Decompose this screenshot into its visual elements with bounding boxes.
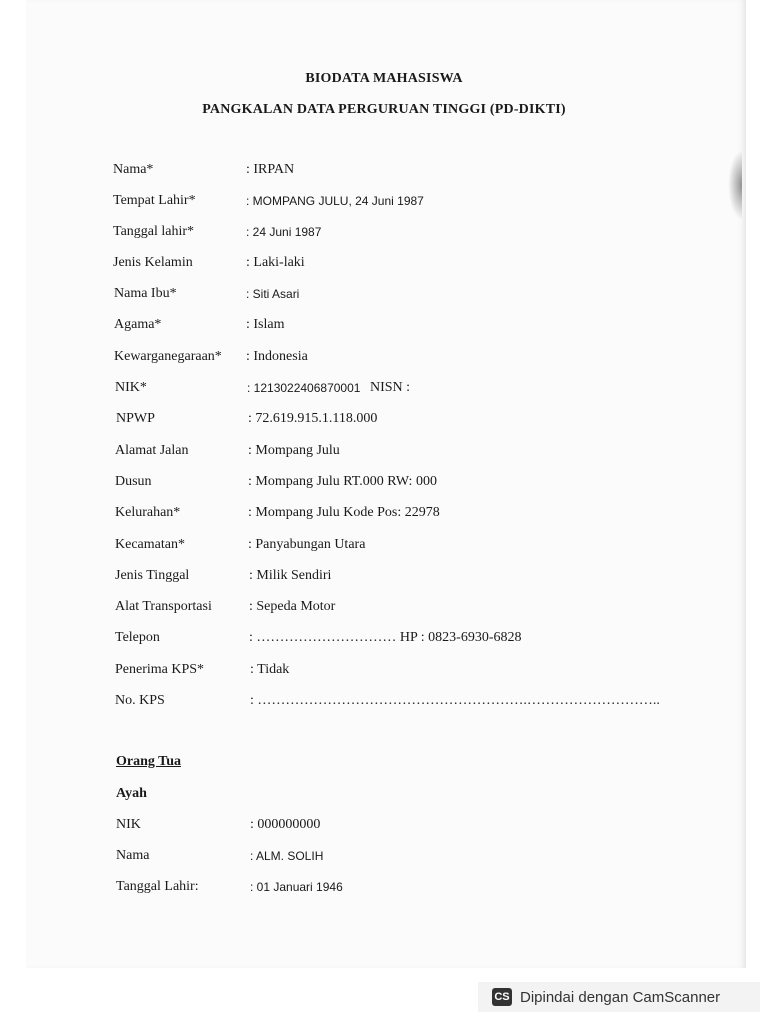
field-label: Tanggal lahir* xyxy=(113,224,195,239)
field-label: Nama Ibu* xyxy=(114,286,177,301)
section-title-orang-tua: Orang Tua xyxy=(116,754,181,769)
subsection-title-ayah: Ayah xyxy=(116,786,147,801)
camscanner-logo-icon: CS xyxy=(492,988,512,1006)
field-value: : Indonesia xyxy=(246,349,308,364)
field-value: : Mompang Julu xyxy=(248,443,340,458)
field-label: NIK xyxy=(116,817,141,832)
field-value: : Panyabungan Utara xyxy=(248,537,366,552)
field-label: NPWP xyxy=(116,411,155,426)
field-label: Nama xyxy=(116,848,150,863)
field-value: : 01 Januari 1946 xyxy=(250,880,343,894)
camscanner-text: Dipindai dengan CamScanner xyxy=(520,988,721,1006)
nisn-label: NISN : xyxy=(370,380,411,395)
field-label: Alamat Jalan xyxy=(115,443,189,458)
field-value: : ALM. SOLIH xyxy=(250,849,324,863)
field-value: : Tidak xyxy=(250,662,290,677)
field-value: : Mompang Julu Kode Pos: 22978 xyxy=(248,505,440,520)
field-label: Penerima KPS* xyxy=(115,662,205,677)
camscanner-watermark xyxy=(478,982,760,1012)
field-label: No. KPS xyxy=(115,693,165,708)
field-value: : Sepeda Motor xyxy=(249,599,336,614)
field-label: Nama* xyxy=(113,162,154,177)
document-title: BIODATA MAHASISWA xyxy=(305,71,463,86)
field-value: : Laki-laki xyxy=(246,255,305,270)
field-value: : Mompang Julu RT.000 RW: 000 xyxy=(248,474,437,489)
field-value: : Siti Asari xyxy=(246,287,300,301)
field-label: Kelurahan* xyxy=(115,505,181,520)
field-label: Agama* xyxy=(114,317,162,332)
field-value: : ………………………… HP : 0823-6930-6828 xyxy=(249,630,522,645)
page-edge-shadow xyxy=(728,150,742,220)
field-label: Jenis Kelamin xyxy=(113,255,193,270)
field-value: : Islam xyxy=(246,317,285,332)
field-label: Dusun xyxy=(115,474,152,489)
document-subtitle: PANGKALAN DATA PERGURUAN TINGGI (PD-DIKTI) xyxy=(202,102,566,117)
field-label: Alat Transportasi xyxy=(115,599,212,614)
field-label: NIK* xyxy=(115,380,147,395)
field-value: : 000000000 xyxy=(250,817,321,832)
field-value: : MOMPANG JULU, 24 Juni 1987 xyxy=(246,194,424,208)
field-label: Jenis Tinggal xyxy=(115,568,190,583)
field-label: Tempat Lahir* xyxy=(113,193,196,208)
field-label: Tanggal Lahir: xyxy=(116,879,199,894)
field-label: Telepon xyxy=(115,630,160,645)
field-value: : 72.619.915.1.118.000 xyxy=(248,411,378,426)
field-value: : 1213022406870001 xyxy=(247,381,361,395)
field-value: : ………………………………………………….……………………….. xyxy=(250,693,660,708)
field-value: : 24 Juni 1987 xyxy=(246,225,322,239)
field-value: : IRPAN xyxy=(246,162,295,177)
field-value: : Milik Sendiri xyxy=(249,568,332,583)
field-label: Kecamatan* xyxy=(115,537,185,552)
field-label: Kewarganegaraan* xyxy=(114,349,222,364)
